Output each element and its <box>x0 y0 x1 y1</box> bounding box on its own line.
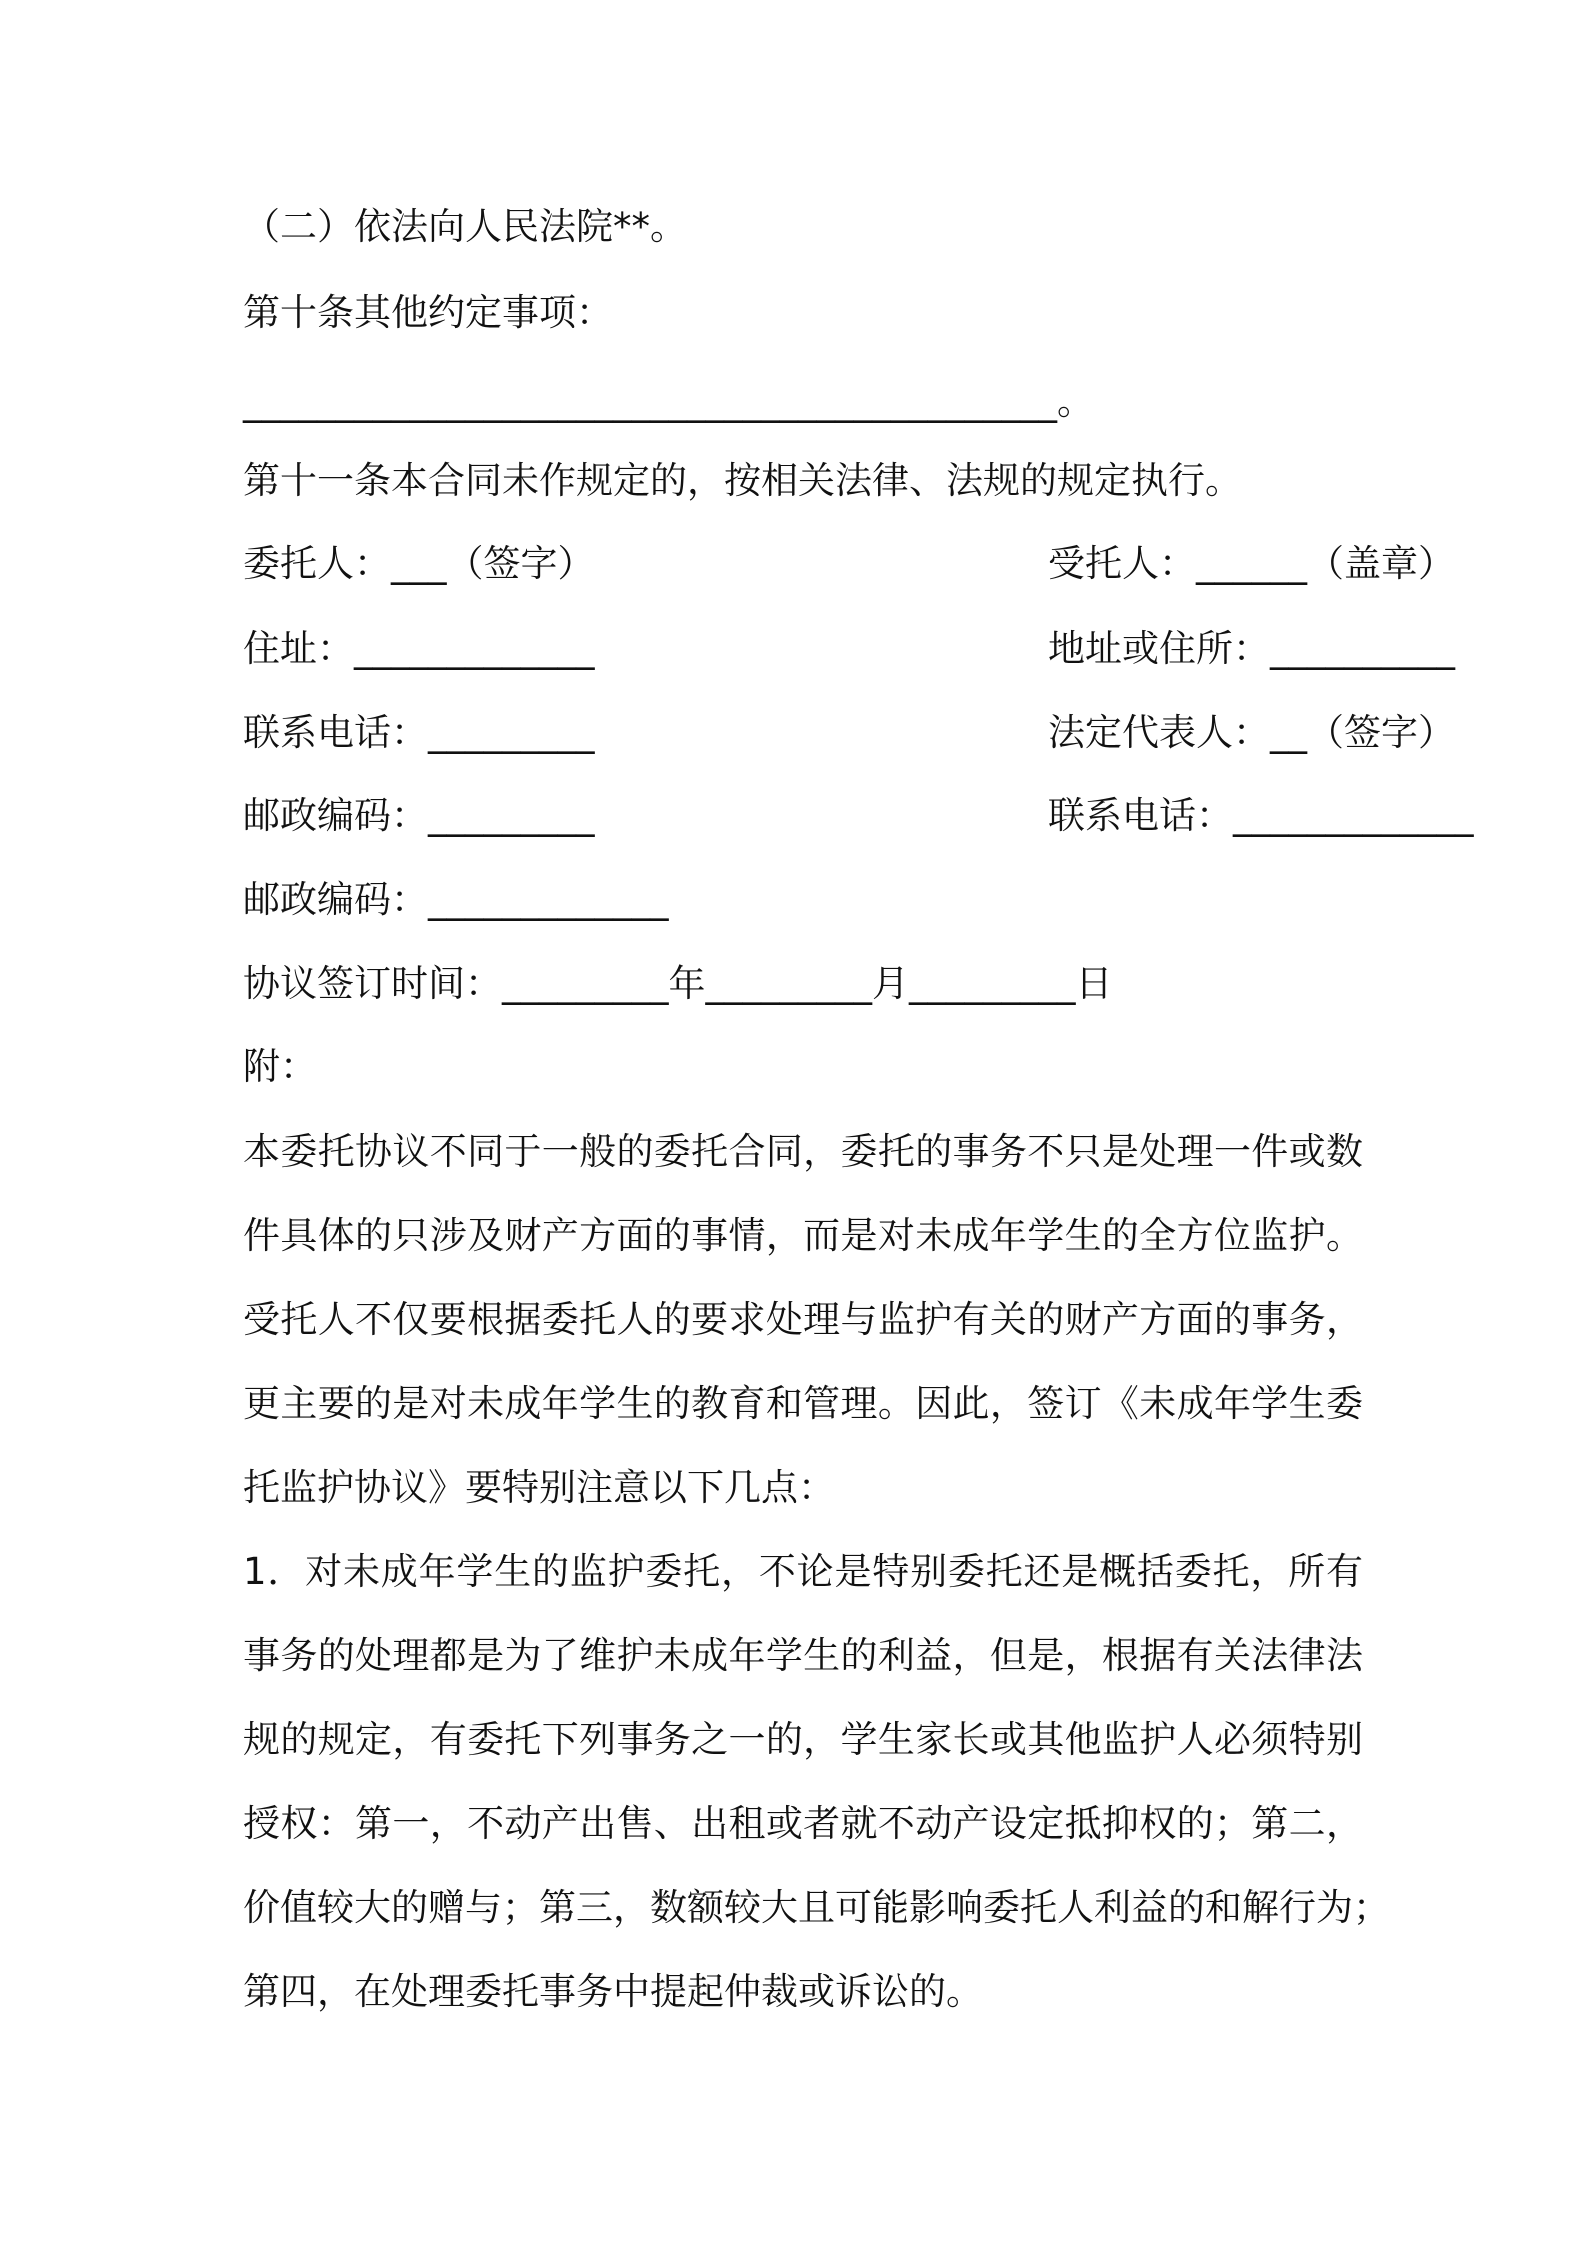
principal-postcode-field: 邮政编码：_________ <box>243 794 595 837</box>
clause-eleven: 第十一条本合同未作规定的，按相关法律、法规的规定执行。 <box>243 459 1242 502</box>
appendix-paragraph-intro <box>243 1110 1363 1530</box>
paragraph-line: 1．对未成年学生的监护委托，不论是特别委托还是概括委托，所有 <box>243 1550 1363 1593</box>
legal-representative-field: 法定代表人：__（签字） <box>1048 711 1455 754</box>
paragraph-line: 托监护协议》要特别注意以下几点： <box>243 1466 835 1509</box>
paragraph-line: 本委托协议不同于一般的委托合同，委托的事务不只是处理一件或数 <box>243 1130 1363 1173</box>
paragraph-line: 规的规定，有委托下列事务之一的，学生家长或其他监护人必须特别 <box>243 1718 1363 1761</box>
agent-seal-field: 受托人：______（盖章） <box>1048 542 1455 585</box>
signature-row-phone <box>243 711 1455 755</box>
signature-row-address <box>243 627 1455 671</box>
appendix-paragraph-point-one <box>243 1530 1390 2034</box>
paragraph-line: 第四，在处理委托事务中提起仲裁或诉讼的。 <box>243 1970 983 2013</box>
agent-postcode-field: 邮政编码：_____________ <box>243 878 669 921</box>
principal-address-field: 住址：_____________ <box>243 627 595 670</box>
paragraph-line: 价值较大的赠与；第三，数额较大且可能影响委托人利益的和解行为； <box>243 1886 1390 1929</box>
signature-row-postcode <box>243 794 1474 838</box>
signing-date-field: 协议签订时间：_________年_________月_________日 <box>243 962 1113 1005</box>
signature-row-principal <box>243 542 1455 586</box>
appendix-heading: 附： <box>243 1045 317 1088</box>
clause-item-two: （二）依法向人民法院**。 <box>243 205 687 248</box>
paragraph-line: 更主要的是对未成年学生的教育和管理。因此，签订《未成年学生委 <box>243 1382 1363 1425</box>
agent-phone-field: 联系电话：_____________ <box>1048 794 1474 837</box>
paragraph-line: 受托人不仅要根据委托人的要求处理与监护有关的财产方面的事务， <box>243 1298 1363 1341</box>
principal-signature-field: 委托人：___（签字） <box>243 542 595 585</box>
paragraph-line: 授权：第一，不动产出售、出租或者就不动产设定抵抑权的；第二， <box>243 1802 1363 1845</box>
principal-phone-field: 联系电话：_________ <box>243 711 595 754</box>
agent-address-field: 地址或住所：__________ <box>1048 627 1455 670</box>
clause-ten-blank: ____________________________________________。 <box>243 380 1094 423</box>
paragraph-line: 事务的处理都是为了维护未成年学生的利益，但是，根据有关法律法 <box>243 1634 1363 1677</box>
paragraph-line: 件具体的只涉及财产方面的事情，而是对未成年学生的全方位监护。 <box>243 1214 1363 1257</box>
clause-ten-heading: 第十条其他约定事项： <box>243 291 613 334</box>
